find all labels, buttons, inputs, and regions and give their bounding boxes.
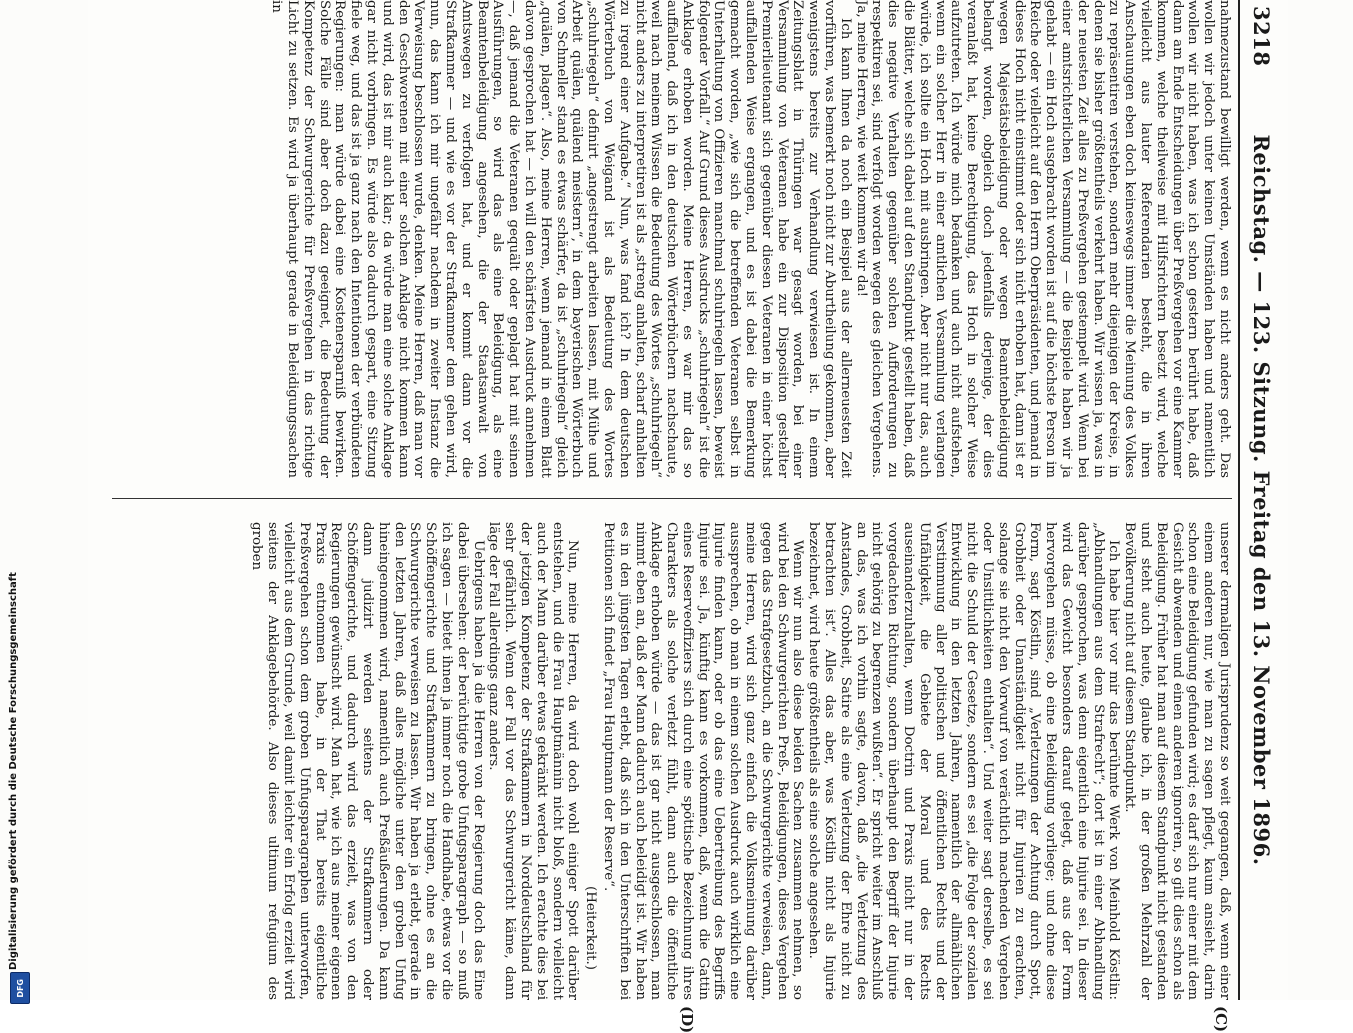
- page-number: 3218: [1249, 6, 1274, 67]
- paragraph: Ich kann Ihnen da noch ein Beispiel aus der allerneuesten Zeit vorführen, was bemerkt noch nicht zur Aburtheilung gekommen, aber wenigstens bereits zur Verhandlung verwiesen ist. In einem Zeitungsblatt in Thüringen war gesagt worden, bei einer Versammlung von Veteranen habe ein zur Disposition gestellter Premierlieutenant sich gegenüber diesen Veteranen in einer höchst auffallenden Weise ergangen, und es ist dabei die Bemerkung gemacht worden, „wie sich die betreffenden Veteranen selbst in Unterhaltung von Offizieren manchmal schuhriegeln lassen, beweist folgender Vorfall.“ Auf Grund dieses Ausdrucks „schuhriegeln“ ist die Anklage erhoben worden. Meine Herren, es war mir das so auffallend, daß ich in den deutschen Wörterbüchern nachschaute, weil nach meinem Wissen die Bedeutung des Wortes „schuhriegeln“ nicht anders zu interpretiren ist als „streng anhalten, scharf anhalten zu irgend einer Aufgabe.“ Nun, was fand ich? In dem deutschen Wörterbuch von Weigand ist als Bedeutung des Wortes „schuhriegeln“ definirt „angestrengt arbeiten lassen, mit Mühe und Arbeit quälen, quälend meistern“, in dem bayerischen Wörterbuch von Schmeller stand es etwas schärfer, da ist „schuhriegeln“ gleich „quälen, plagen“. Also, meine Herren, wenn jemand in einem Blatt davon gesprochen hat — ich will den schärfsten Ausdruck annehmen —, daß jemand die Veteranen gequält oder geplagt hat mit seinen Ausführungen, so wird das als eine Beleidigung, als eine Beamtenbeleidigung angesehen, die der Staatsanwalt von Amtswegen zu verfolgen hat, und er kommt dann vor die Strafkammer — und wie es vor der Strafkammer dem gehen wird, nun, das kann ich mir ungefähr nachdem in zweiter Instanz die Verweisung beschlossen wurde, denken. Meine Herren, daß man vor den Geschworenen mit einer solchen Anklage nicht kommen kann und wird, das ist mir auch klar; da würde man eine solche Anklage gar nicht vorbringen. Es würde also dadurch gespart, eine Sitzung fiele weg, und das ist ja ganz nach den Intentionen der verbündeten Regierungen: man würde dabei eine Kostenersparniß bewirken. Solche Fälle sind aber doch dazu geeignet, die Bedeutung der Kompetenz der Schwurgerichte für Preßvergehen in das richtige Licht zu setzen. Es wird ja überhaupt gerade in Beleidigungssachen in: [269, 0, 853, 478]
- digitization-credit: [8, 10, 25, 998]
- paragraph: Uebrigens haben ja die Herren von der Regierung doch das Eine dabei übersehen: der berüchtigte grobe Unfugsparagraph — so muß ich sagen — bietet ihnen ja immer noch die Handhabe, etwas vor die Schöffengerichte und Strafkammern zu bringen, ohne es an die Schwurgerichte verweisen zu lassen. Wir haben ja erlebt, gerade in den letzten Jahren, daß alles mögliche unter den groben Unfug hineingenommen wird, namentlich auch Preßäußerungen. Da kann dann judizirt werden seitens der Strafkammern oder Schöffengerichte, und dadurch wird das erzielt, was von den Regierungen gewünscht wird. Man hat, wie ich aus meiner eigenen Praxis entnommen habe, in der That bereits eigentliche Preßvergehen schon dem groben Unfugsparagraphen unterworfen, vielleicht aus dem Grunde, weil damit leichter ein Erfolg erzielt wird seitens der Anklagebehörde. Also dieses ultimum refugium des groben: [249, 522, 486, 1000]
- paragraph: Nun, meine Herren, da wird doch wohl einiger Spott darüber entstehen, und die Frau Hauptmännin nicht bloß, sondern vielleicht auch der Mann darüber etwas gekränkt werden. Ich erachte dies bei der jetzigen Kompetenz der Strafkammern in Norddeutschland für sehr gefährlich. Wenn der Fall vor das Schwurgericht käme, dann läge der Fall allerdings ganz anders.: [486, 522, 581, 1000]
- stage-direction: (Heiterkeit.): [583, 886, 599, 970]
- left-column: [92, 0, 1232, 478]
- running-head: Reichstag. — 123. Sitzung. Freitag den 13. November 1896.: [1249, 134, 1274, 866]
- dfg-logo: [10, 972, 30, 1004]
- credit-text: Digitalisierung gefördert durch die Deutsche Forschungsgemeinschaft: [8, 572, 19, 970]
- dfg-logo-text: DFG: [15, 978, 25, 998]
- page-header: [1244, 0, 1274, 1000]
- margin-marker-d: (D): [678, 1006, 696, 1033]
- margin-marker-c: (C): [1212, 1006, 1230, 1033]
- column-divider: [112, 498, 1232, 499]
- paragraph: nahmezustand bewilligt werden, wenn es nicht anders geht. Das wollen wir jedoch unter keinen Umständen haben und namentlich wollen wir nicht haben, was ich schon gestern berührt habe, daß dann am Ende Entscheidungen über Preßvergehen vor eine Kammer kommen, welche theilweise mit Hilfsrichtern besetzt wird, welche vielleicht aus lauter Referendarien besteht, die in ihren Anschauungen eben doch keineswegs immer die Meinung des Volkes zu repräsentiren verstehen, sondern mehr diejenigen der Kreise, in denen sie bisher größtentheils verkehrt haben. Wir wissen ja, was in der neuesten Zeit alles zu Preßvergehen gestempelt wird. Wenn bei einer amtsrichterlichen Versammlung — die Beispiele haben wir ja gehabt — ein Hoch ausgebracht worden ist auf die höchste Person im Reiche oder vielleicht auf den Herrn Oberpräsidenten, und jemand in dieses Hoch nicht einstimmt oder sich nicht erhoben hat, dann ist er wegen Majestätsbeleidigung oder wegen Beamtenbeleidigung belangt worden, obgleich doch jedenfalls derjenige, der dies veranlaßt hat, keine Berechtigung, das Hoch in solcher Weise aufzutreten. Ich würde mich bedanken und auch nicht aufstehen, wenn ein solcher Herr in einer amtlichen Versammlung verlangen würde, ich sollte ein Hoch mit ausbringen. Aber nicht nur das, auch die Blätter, welche sich dabei auf den Standpunkt gestellt haben, daß dies negative Verhalten gegenüber solchen Aufforderungen zu respektiren sei, sind verfolgt worden wegen des gleichen Vergehens. Ja, meine Herren, wie weit kommen wir da!: [853, 0, 1232, 478]
- header-rule: [1238, 0, 1240, 1000]
- paragraph: Wenn wir nun also diese beiden Sachen zusammen nehmen, so wird bei den Schwurgerichten Preß-, Beleidigungen, dieses Vergehen gegen das Strafgesetzbuch, an die Schwurgerichte verweisen, dann, meine Herren, wird sich ganz einfach die Volksmeinung darüber aussprechen, ob man in einem solchen Ausdruck auch wirklich eine Injurie finden kann, oder ob das eine Uebertreibung des Begriffs Injurie sei. Ja, künftig kann es vorkommen, daß, wenn die Gattin eines Reserveoffiziers sich durch eine spöttische Bezeichnung ihres Charakters als solche verletzt fühlt, dann auch die öffentliche Anklage erhoben würde — das ist gar nicht ausgeschlossen, man nimmt eben an, daß der Mann dadurch auch beleidigt ist. Wir haben es in den jüngsten Tagen erlebt, daß sich in den Unterschriften bei Petitionen sich findet „Frau Hauptmann der Reserve“.: [600, 522, 806, 1000]
- paragraph: unserer dermaligen Jurisprudenz so weit gegangen, daß, wenn einer einem anderen nur, wie man zu sagen pflegt, kaum ansieht, darin schon eine Beleidigung gefunden wird; es darf sich nur einer mit dem Gesicht abwenden und einen anderen ignoriren, so gilt dies schon als Beleidigung. Früher hat man auf diesem Standpunkt nicht gestanden und steht auch heute, glaube ich, in der großen Mehrzahl der Bevölkerung nicht auf diesem Standpunkt.: [1122, 522, 1232, 1000]
- right-column: [92, 522, 1232, 1000]
- scanned-page: [88, 0, 1288, 1033]
- paragraph: Ich habe hier vor mir das berühmte Werk von Meinhold Köstlin: „Abhandlungen aus dem Strafrecht“; dort ist in einer Abhandlung darüber gesprochen, was denn eigentlich eine Injurie sei. In dieser wird das Gewicht besonders darauf gelegt, daß aus der Form hervorgehen müsse, ob eine Beleidigung vorliege; und ohne diese Form, sagt Köstlin, sind „Verletzungen der Achtung durch Spott, Grobheit oder Unanständigkeit nicht für Injurien zu erachten, solange sie nicht den Vorwurf von verächtlich machenden Vergehen oder Unsittlichkeiten enthalten“. Und weiter sagt derselbe, es sei nicht die Schuld der Gesetze, sondern es sei „die Folge der sozialen Entwicklung in den letzten Jahren, namentlich der allmählichen Verstimmung aller politischen und öffentlichen Rechts und der Unfähigkeit, die Gebiete der Moral und des Rechts auseinanderzuhalten, wenn Doctrin und Praxis nicht nur in der vorgedachten Richtung, sondern überhaupt den Begriff der Injurie nicht gehörig zu begrenzen wußten“. Er spricht weiter im Anschluß an das, was ich vorhin sagte, davon, daß „die Verletzung des Anstandes, Grobheit, Satire als eine Verletzung der Ehre nicht zu betrachten ist“. Alles das aber, was Köstlin nicht als Injurie bezeichnet, wird heute größtentheils als eine solche angesehen.: [806, 522, 1122, 1000]
